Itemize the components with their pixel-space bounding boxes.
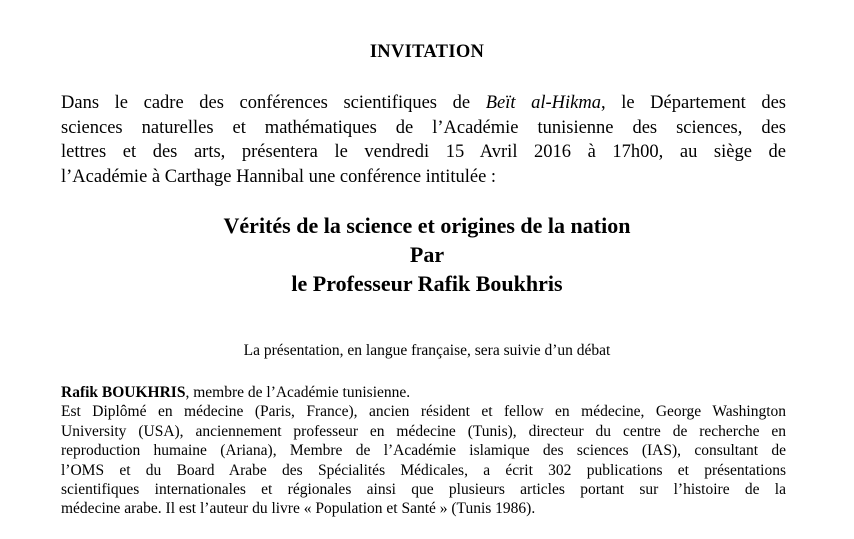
bio-line-2: University (USA), anciennement professeur en médecine (Tunis), directeur du centre de recherche en	[61, 422, 786, 440]
intro-line-1-prefix: Dans le cadre des conférences scientifiques de	[61, 93, 486, 113]
bio-line-5: scientifiques internationales et régionales ainsi que plusieurs articles portant sur l’histoire de la	[61, 481, 786, 499]
intro-line-3: lettres et des arts, présentera le vendredi 15 Avril 2016 à 17h00, au siège de	[61, 142, 786, 162]
bio-line-1: Est Diplômé en médecine (Paris, France), ancien résident et fellow en médecine, George Washington	[61, 403, 786, 421]
presentation-note: La présentation, en langue française, sera suivie d’un débat	[243, 342, 611, 359]
lecture-heading	[0, 211, 854, 298]
bio-name-line	[61, 383, 786, 402]
bio-line-4: l’OMS et du Board Arabe des Spécialités Médicales, a écrit 302 publications et présentations	[61, 461, 786, 479]
lecture-title: Vérités de la science et origines de la nation	[223, 213, 631, 238]
intro-line-4: l’Académie à Carthage Hannibal une conférence intitulée :	[61, 166, 497, 187]
lecture-speaker: le Professeur Rafik Boukhris	[291, 271, 563, 296]
bio-name-suffix: , membre de l’Académie tunisienne.	[185, 384, 411, 401]
document-title: INVITATION	[369, 42, 485, 62]
intro-line-1-suffix: , le Département des	[600, 93, 786, 113]
speaker-bio	[61, 383, 786, 519]
intro-line-1	[61, 91, 786, 116]
beit-al-hikma-emphasis: Beït al-Hikma	[485, 93, 601, 113]
bio-line-6: médecine arabe. Il est l’auteur du livre « Population et Santé » (Tunis 1986).	[61, 500, 536, 518]
lecture-by: Par	[409, 242, 445, 267]
bio-line-3: reproduction humaine (Ariana), Membre de l’Académie islamique des sciences (IAS), consultant de	[61, 442, 786, 460]
intro-line-2: sciences naturelles et mathématiques de l’Académie tunisienne des sciences, des	[61, 117, 786, 138]
bio-name: Rafik BOUKHRIS	[61, 384, 186, 401]
intro-paragraph	[61, 91, 786, 189]
